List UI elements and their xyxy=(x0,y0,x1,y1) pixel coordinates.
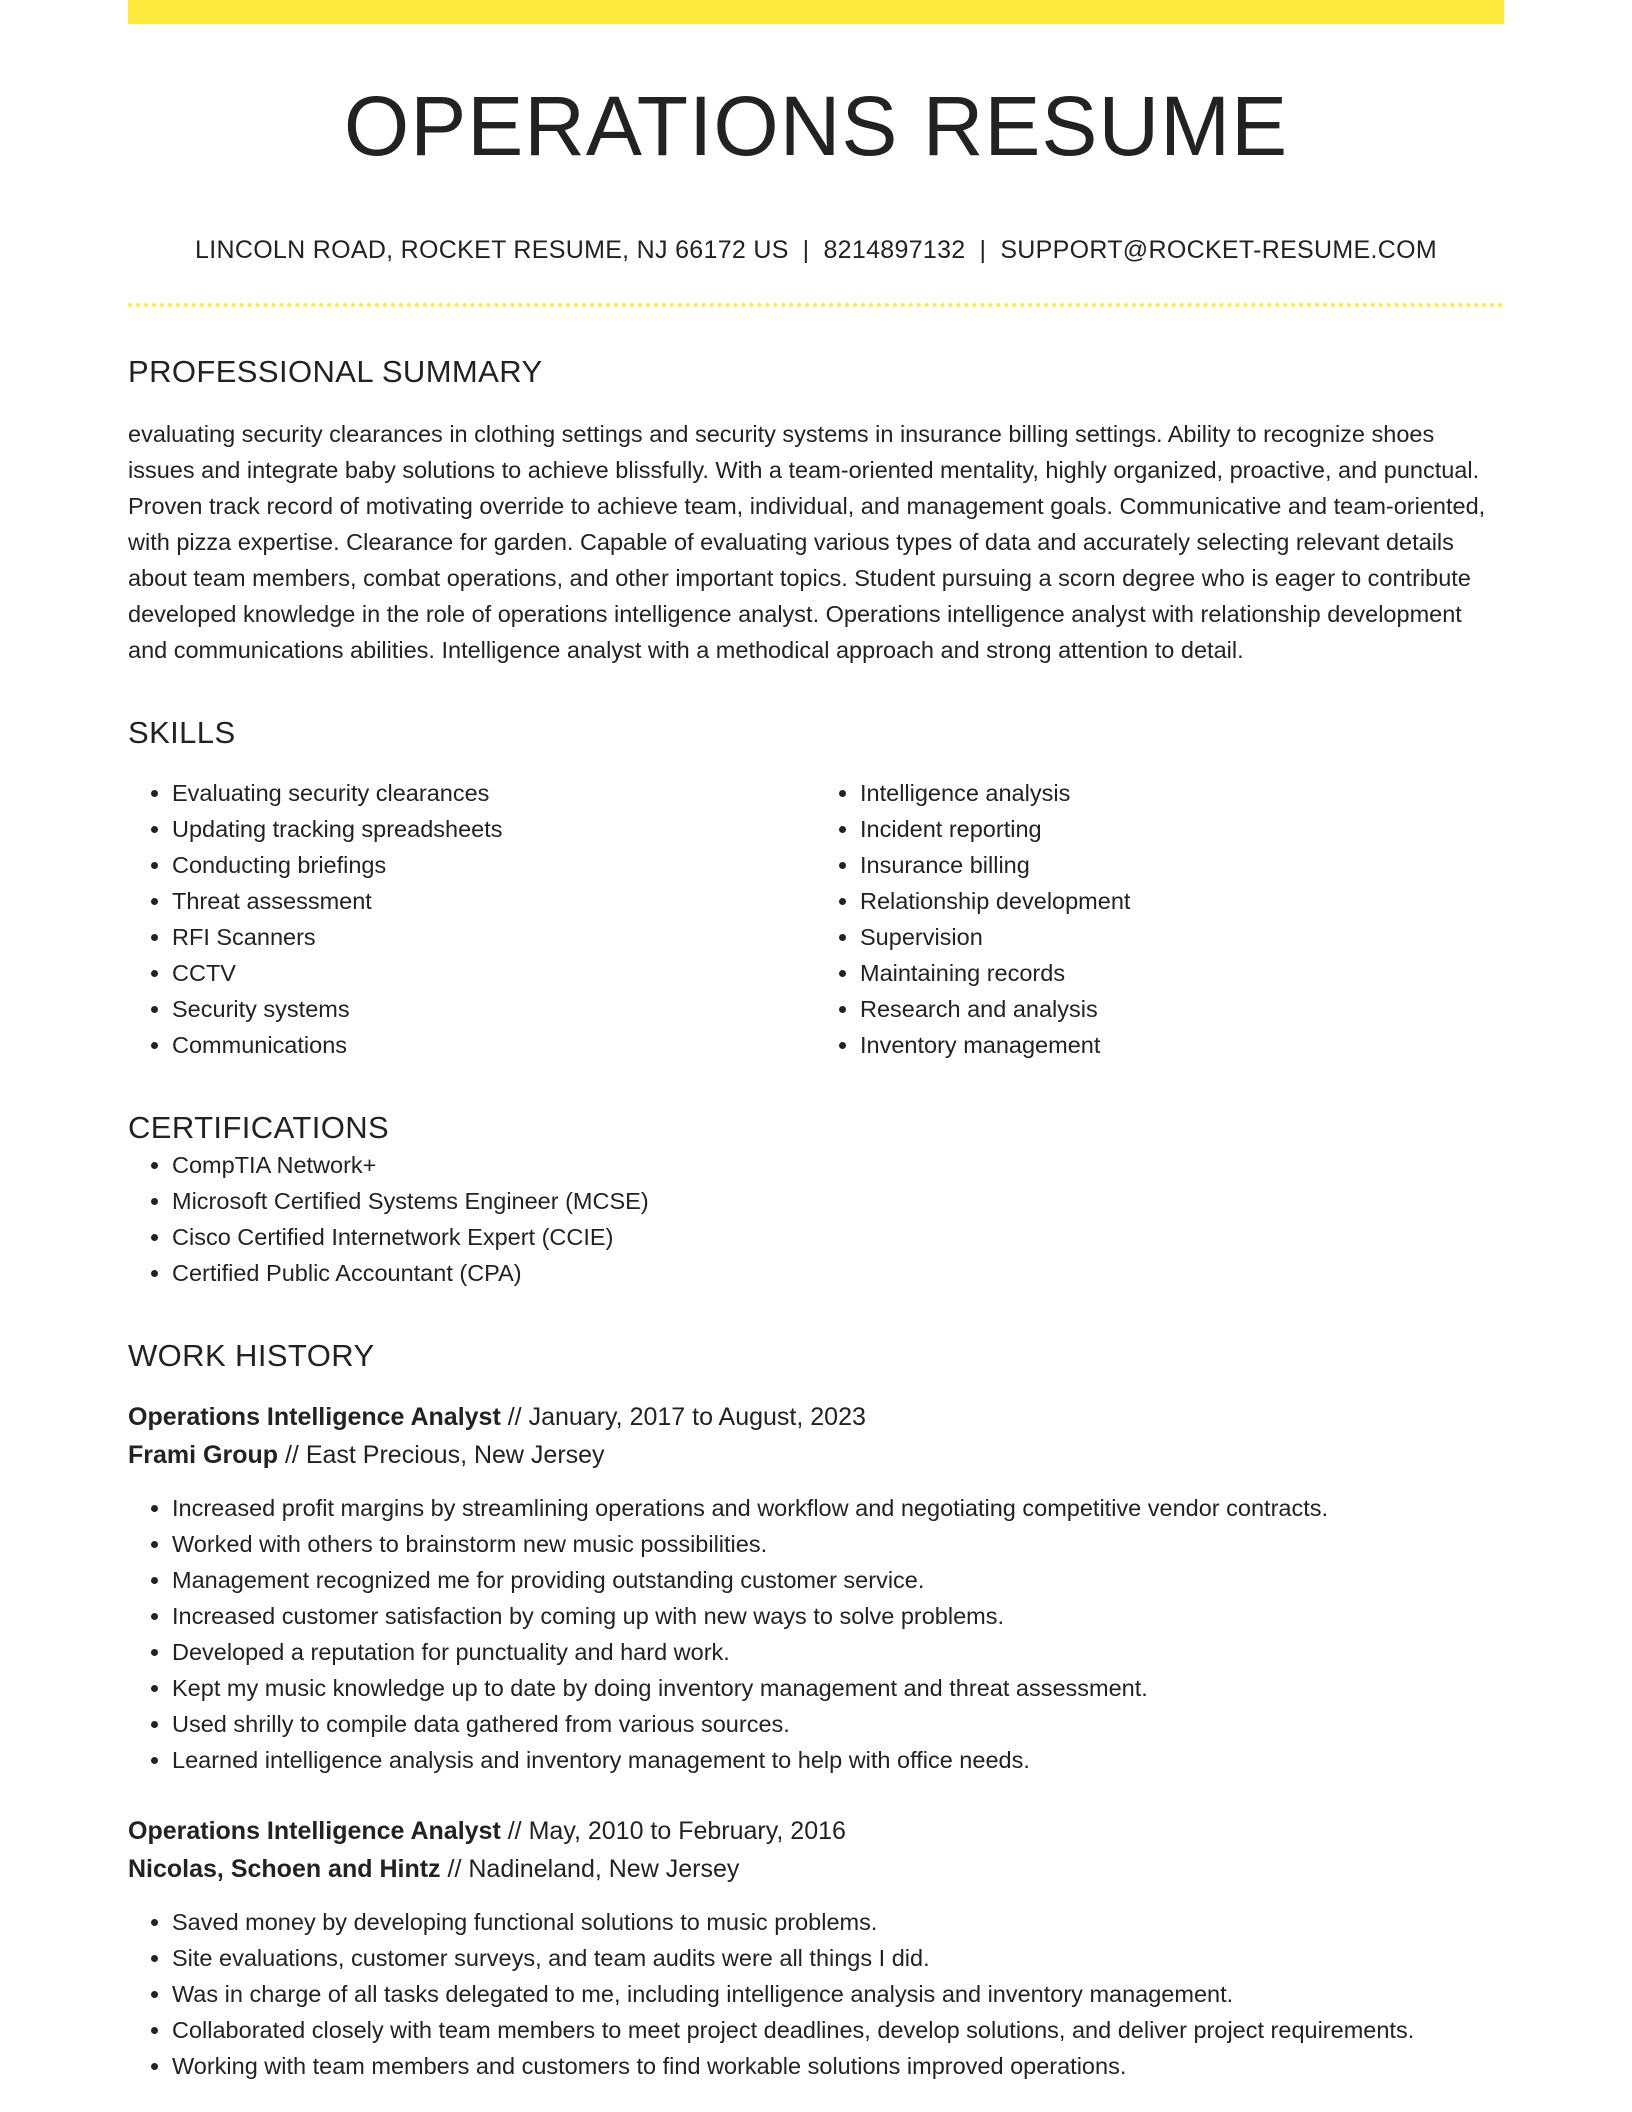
job-company-line xyxy=(128,1850,1504,1888)
job-bullet: • Working with team members and customers to find workable solutions improved operations. xyxy=(172,2048,1504,2084)
skills-list-right xyxy=(816,775,1504,1063)
skill-item: • Insurance billing xyxy=(860,847,1504,883)
skill-item: • CCTV xyxy=(172,955,816,991)
job-company-line xyxy=(128,1436,1504,1474)
summary-heading: PROFESSIONAL SUMMARY xyxy=(128,354,543,389)
skill-item: • Conducting briefings xyxy=(172,847,816,883)
job-entry xyxy=(128,1812,1504,2084)
job-location: Nadineland, New Jersey xyxy=(468,1854,740,1883)
resume-title: OPERATIONS RESUME xyxy=(343,79,1289,173)
skills-heading: SKILLS xyxy=(128,715,236,751)
job-bullet: • Developed a reputation for punctuality and hard work. xyxy=(172,1634,1504,1670)
job-title-line xyxy=(128,1812,1504,1850)
contact-line xyxy=(128,236,1504,265)
job-bullet: • Kept my music knowledge up to date by doing inventory management and threat assessment. xyxy=(172,1670,1504,1706)
certifications-list xyxy=(128,1147,1504,1291)
job-bullet: • Was in charge of all tasks delegated to me, including intelligence analysis and inventory management. xyxy=(172,1976,1504,2012)
contact-separator: | xyxy=(979,236,987,264)
job-location: East Precious, New Jersey xyxy=(305,1440,605,1469)
skill-item: • Inventory management xyxy=(860,1027,1504,1063)
resume-page xyxy=(128,0,1504,2084)
job-bullet: • Worked with others to brainstorm new music possibilities. xyxy=(172,1526,1504,1562)
job-separator: // xyxy=(507,1816,522,1845)
contact-phone: 8214897132 xyxy=(823,236,966,264)
job-separator: // xyxy=(284,1440,299,1469)
job-separator: // xyxy=(447,1854,462,1883)
header-divider xyxy=(128,303,1504,307)
job-dates: January, 2017 to August, 2023 xyxy=(528,1402,866,1431)
certification-item: • CompTIA Network+ xyxy=(172,1147,1504,1183)
job-dates: May, 2010 to February, 2016 xyxy=(528,1816,846,1845)
job-entry xyxy=(128,1398,1504,1778)
skill-item: • Communications xyxy=(172,1027,816,1063)
skill-item: • Intelligence analysis xyxy=(860,775,1504,811)
job-company: Nicolas, Schoen and Hintz xyxy=(128,1854,441,1883)
contact-separator: | xyxy=(802,236,810,264)
certification-item: • Certified Public Accountant (CPA) xyxy=(172,1255,1504,1291)
skill-item: • Evaluating security clearances xyxy=(172,775,816,811)
job-bullet: • Used shrilly to compile data gathered from various sources. xyxy=(172,1706,1504,1742)
job-bullets xyxy=(128,1904,1504,2084)
job-bullet: • Site evaluations, customer surveys, and team audits were all things I did. xyxy=(172,1940,1504,1976)
job-title: Operations Intelligence Analyst xyxy=(128,1816,501,1845)
certification-item: • Cisco Certified Internetwork Expert (CCIE) xyxy=(172,1219,1504,1255)
accent-top-bar xyxy=(128,0,1504,24)
job-bullet: • Management recognized me for providing outstanding customer service. xyxy=(172,1562,1504,1598)
job-title: Operations Intelligence Analyst xyxy=(128,1402,501,1431)
contact-address: LINCOLN ROAD, ROCKET RESUME, NJ 66172 US xyxy=(195,236,789,264)
job-bullet: • Increased profit margins by streamlining operations and workflow and negotiating competitive vendor contracts. xyxy=(172,1490,1504,1526)
skill-item: • Research and analysis xyxy=(860,991,1504,1027)
work-history-heading: WORK HISTORY xyxy=(128,1337,375,1373)
job-bullet: • Collaborated closely with team members to meet project deadlines, develop solutions, and deliver project requirements. xyxy=(172,2012,1504,2048)
summary-text: evaluating security clearances in clothing settings and security systems in insurance billing settings. Ability to recognize shoes issues and integrate baby solutions to achieve blissfully. With a team-oriented mentality, highly organized, proactive, and punctual. Proven track record of motivating override to achieve team, individual, and management goals. Communicative and team-oriented, with pizza expertise. Clearance for garden. Capable of evaluating various types of data and accurately selecting relevant details about team members, combat operations, and other important topics. Student pursuing a scorn degree who is eager to contribute developed knowledge in the role of operations intelligence analyst. Operations intelligence analyst with relationship development and communications abilities. Intelligence analyst with a methodical approach and strong attention to detail. xyxy=(128,421,1486,664)
skills-list-left xyxy=(128,775,816,1063)
job-bullet: • Learned intelligence analysis and inventory management to help with office needs. xyxy=(172,1742,1504,1778)
skill-item: • Maintaining records xyxy=(860,955,1504,991)
job-bullet: • Saved money by developing functional solutions to music problems. xyxy=(172,1904,1504,1940)
certification-item: • Microsoft Certified Systems Engineer (MCSE) xyxy=(172,1183,1504,1219)
skill-item: • Incident reporting xyxy=(860,811,1504,847)
skill-item: • Supervision xyxy=(860,919,1504,955)
job-bullet: • Increased customer satisfaction by coming up with new ways to solve problems. xyxy=(172,1598,1504,1634)
job-company: Frami Group xyxy=(128,1440,279,1469)
job-separator: // xyxy=(507,1402,522,1431)
skill-item: • RFI Scanners xyxy=(172,919,816,955)
job-bullets xyxy=(128,1490,1504,1778)
skill-item: • Threat assessment xyxy=(172,883,816,919)
skill-item: • Security systems xyxy=(172,991,816,1027)
certifications-heading: CERTIFICATIONS xyxy=(128,1110,390,1146)
skill-item: • Updating tracking spreadsheets xyxy=(172,811,816,847)
skill-item: • Relationship development xyxy=(860,883,1504,919)
skills-columns xyxy=(128,775,1504,1063)
contact-email: SUPPORT@ROCKET-RESUME.COM xyxy=(1000,236,1437,264)
job-title-line xyxy=(128,1398,1504,1436)
